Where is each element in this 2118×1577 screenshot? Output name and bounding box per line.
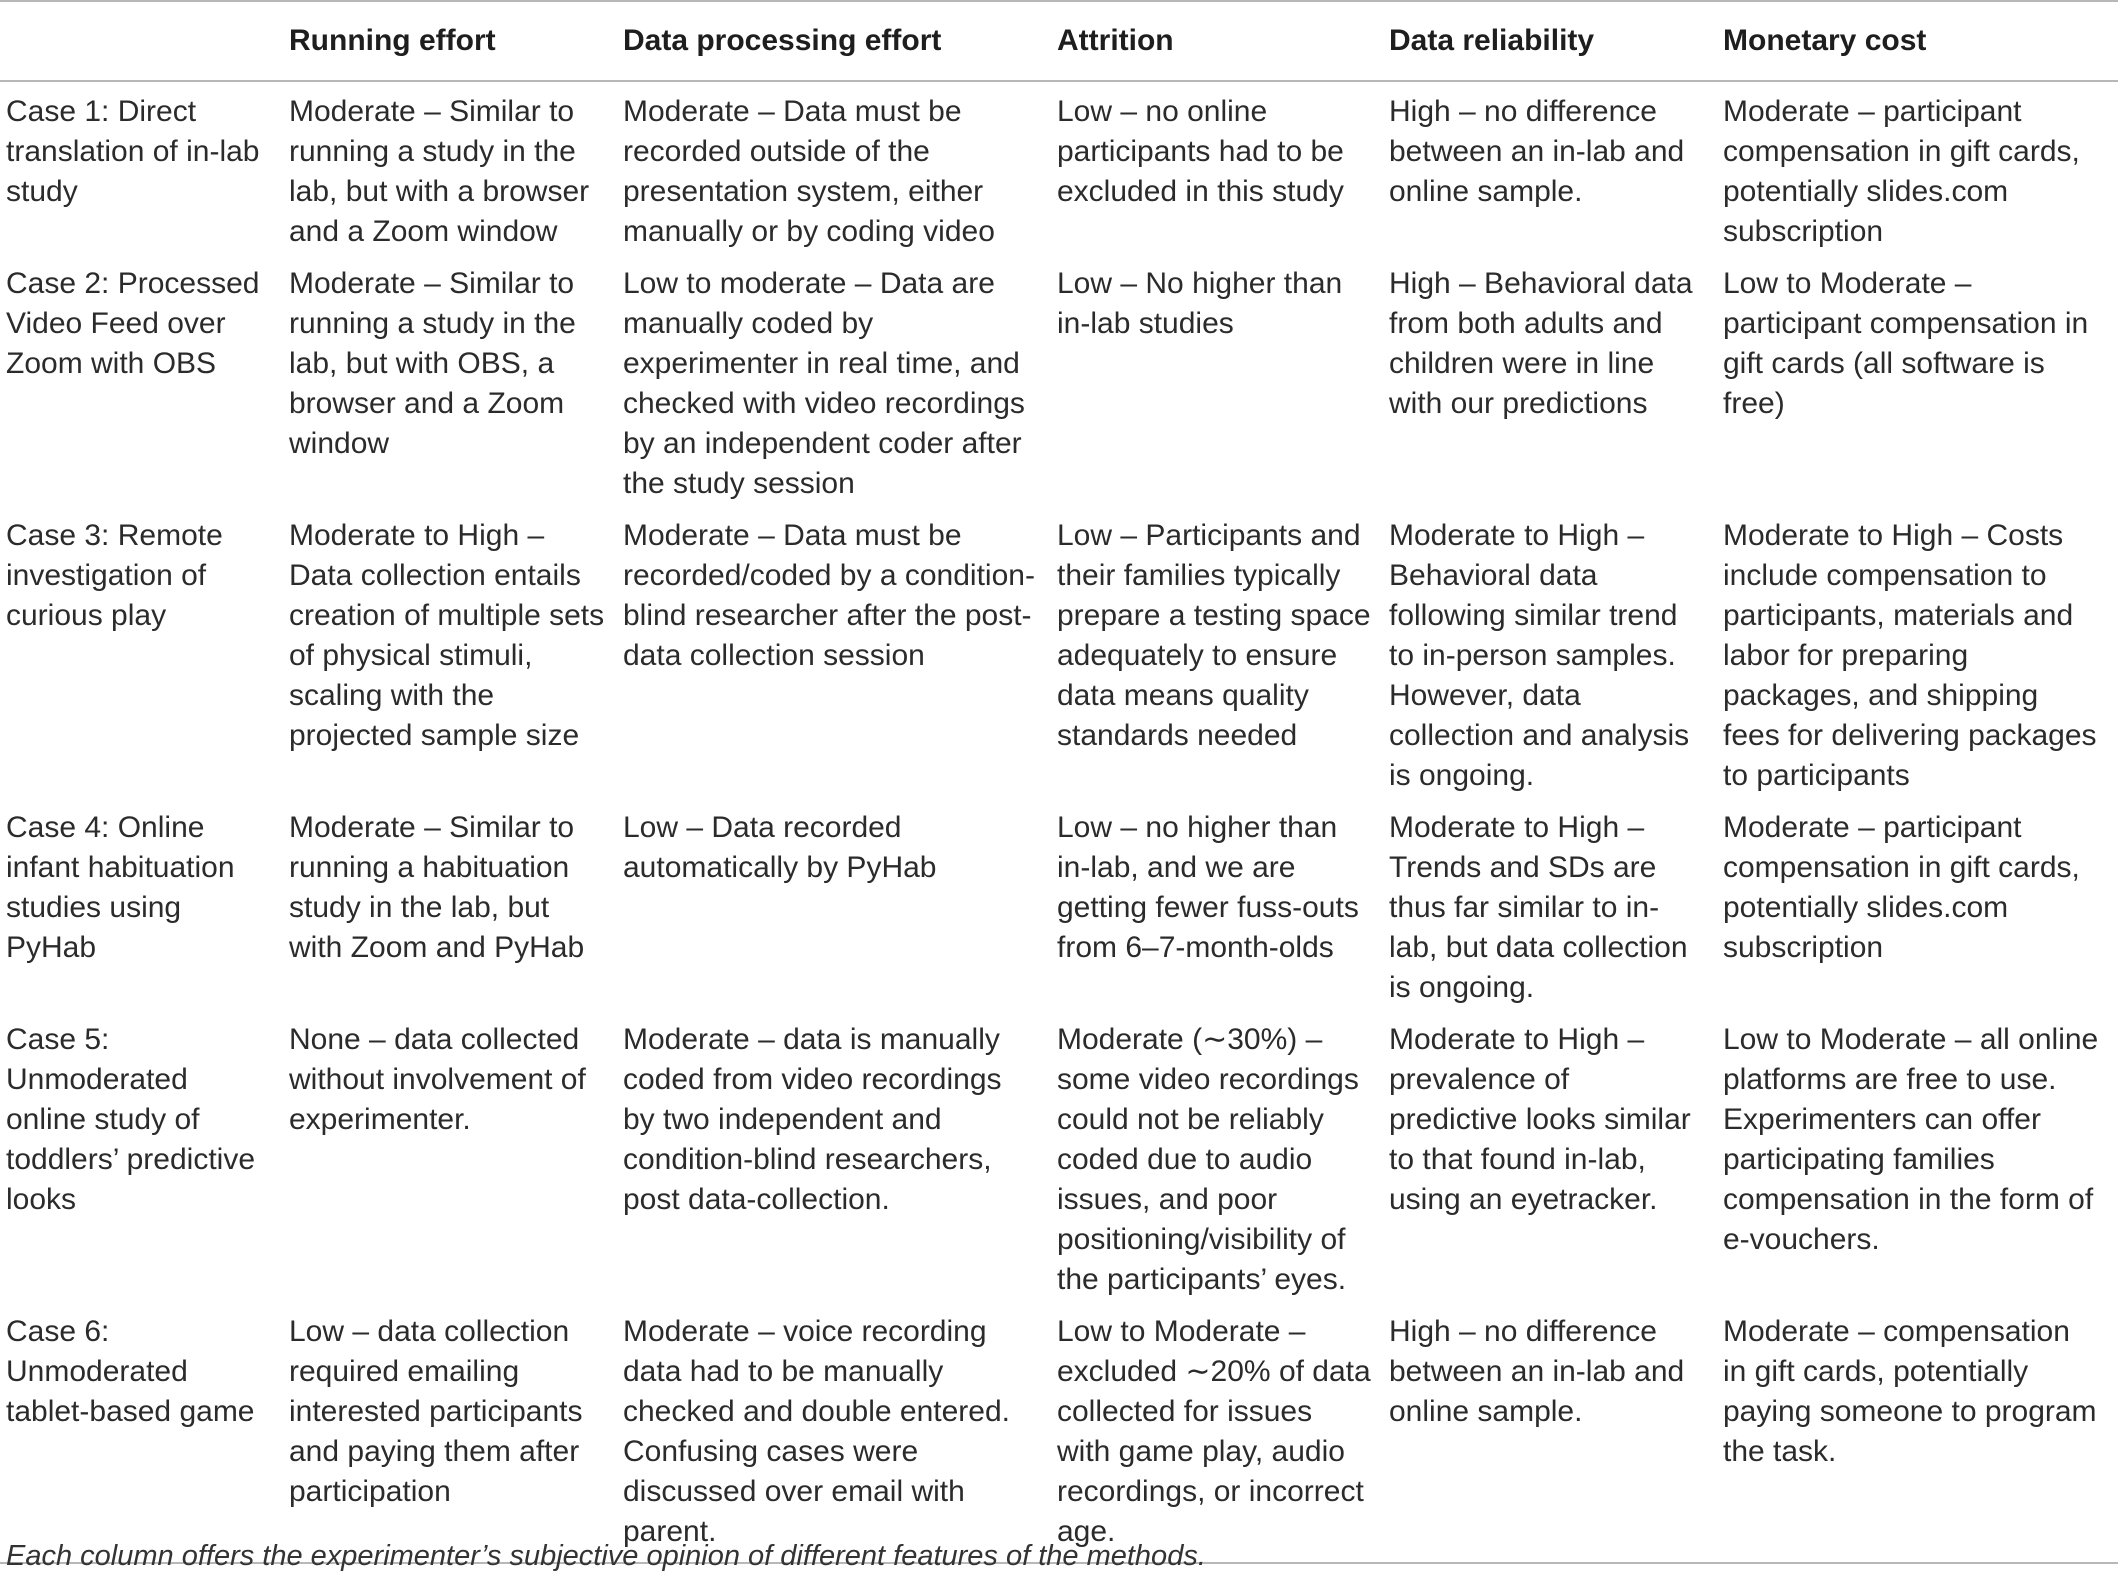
cell-data-processing-effort: Low to moderate – Data are manually coded by experimenter in real time, and checked with video recordings by an independent coder after the study session [623, 267, 1025, 500]
table-footnote: Each column offers the experimenter’s subjective opinion of different features of the methods. [6, 1540, 1206, 1572]
table-header [0, 1, 2118, 81]
cell-case-label: Case 5: Unmoderated online study of toddlers’ predictive looks [6, 1023, 256, 1216]
table-row-case-1 [0, 81, 2118, 258]
header-row [0, 1, 2118, 81]
table-row-case-5 [0, 1014, 2118, 1306]
header-data-reliability: Data reliability [1389, 24, 1595, 57]
cell-case-label: Case 3: Remote investigation of curious play [6, 519, 223, 632]
cell-monetary-cost: Moderate – participant compensation in gift cards, potentially slides.com subscription [1723, 811, 2080, 964]
cell-monetary-cost: Low to Moderate – all online platforms are free to use. Experimenters can offer participating families compensation in the form of e-vouchers. [1723, 1023, 2099, 1256]
table-row-case-3 [0, 510, 2118, 802]
cell-attrition: Low – no online participants had to be excluded in this study [1057, 95, 1344, 208]
header-running-effort: Running effort [289, 24, 496, 57]
cell-monetary-cost: Moderate to High – Costs include compensation to participants, materials and labor for preparing packages, and shipping fees for delivering packages to participants [1723, 519, 2097, 792]
cell-data-processing-effort: Low – Data recorded automatically by PyHab [623, 811, 937, 884]
cell-running-effort: Low – data collection required emailing interested participants and paying them after participation [289, 1315, 583, 1508]
cell-running-effort: Moderate – Similar to running a study in the lab, but with a browser and a Zoom window [289, 95, 590, 248]
cell-attrition: Low – No higher than in-lab studies [1057, 267, 1343, 340]
cell-running-effort: Moderate to High – Data collection entails creation of multiple sets of physical stimuli, scaling with the projected sample size [289, 519, 605, 752]
cell-attrition: Low – no higher than in-lab, and we are getting fewer fuss-outs from 6–7-month-olds [1057, 811, 1359, 964]
cell-data-processing-effort: Moderate – Data must be recorded outside of the presentation system, either manually or by coding video [623, 95, 995, 248]
cell-monetary-cost: Moderate – compensation in gift cards, potentially paying someone to program the task. [1723, 1315, 2097, 1468]
cell-data-reliability: High – Behavioral data from both adults and children were in line with our predictions [1389, 267, 1693, 420]
table-row-case-6 [0, 1306, 2118, 1563]
header-attrition: Attrition [1057, 24, 1174, 57]
cell-case-label: Case 1: Direct translation of in-lab study [6, 95, 260, 208]
cell-attrition: Moderate (∼30%) – some video recordings could not be reliably coded due to audio issues, and poor positioning/visibility of the participants’ eyes. [1057, 1023, 1359, 1296]
cell-data-processing-effort: Moderate – Data must be recorded/coded by a condition-blind researcher after the post-data collection session [623, 519, 1035, 672]
cell-attrition: Low – Participants and their families typically prepare a testing space adequately to ensure data means quality standards needed [1057, 519, 1371, 752]
cell-monetary-cost: Low to Moderate – participant compensation in gift cards (all software is free) [1723, 267, 2089, 420]
header-monetary-cost: Monetary cost [1723, 24, 1927, 57]
cell-data-reliability: Moderate to High – Behavioral data following similar trend to in-person samples. However, data collection and analysis is ongoing. [1389, 519, 1690, 792]
cell-running-effort: Moderate – Similar to running a study in the lab, but with OBS, a browser and a Zoom window [289, 267, 576, 460]
cell-running-effort: None – data collected without involvement of experimenter. [289, 1023, 586, 1136]
cell-data-reliability: Moderate to High – prevalence of predictive looks similar to that found in-lab, using an eyetracker. [1389, 1023, 1691, 1216]
cell-data-reliability: High – no difference between an in-lab and online sample. [1389, 1315, 1685, 1428]
table-row-case-4 [0, 802, 2118, 1014]
cell-attrition: Low to Moderate – excluded ∼20% of data collected for issues with game play, audio recordings, or incorrect age. [1057, 1315, 1371, 1548]
cell-running-effort: Moderate – Similar to running a habituation study in the lab, but with Zoom and PyHab [289, 811, 585, 964]
cell-monetary-cost: Moderate – participant compensation in gift cards, potentially slides.com subscription [1723, 95, 2080, 248]
cell-case-label: Case 2: Processed Video Feed over Zoom with OBS [6, 267, 260, 380]
table-body [0, 81, 2118, 1563]
header-case [0, 1, 289, 81]
cell-data-processing-effort: Moderate – voice recording data had to be manually checked and double entered. Confusing cases were discussed over email with parent. [623, 1315, 1010, 1548]
cell-case-label: Case 6: Unmoderated tablet-based game [6, 1315, 255, 1428]
cell-data-processing-effort: Moderate – data is manually coded from video recordings by two independent and condition-blind researchers, post data-collection. [623, 1023, 1002, 1216]
cell-data-reliability: High – no difference between an in-lab and online sample. [1389, 95, 1685, 208]
table-row-case-2 [0, 258, 2118, 510]
header-data-processing-effort: Data processing effort [623, 24, 942, 57]
cell-data-reliability: Moderate to High – Trends and SDs are thus far similar to in-lab, but data collection is ongoing. [1389, 811, 1688, 1004]
cell-case-label: Case 4: Online infant habituation studies using PyHab [6, 811, 235, 964]
